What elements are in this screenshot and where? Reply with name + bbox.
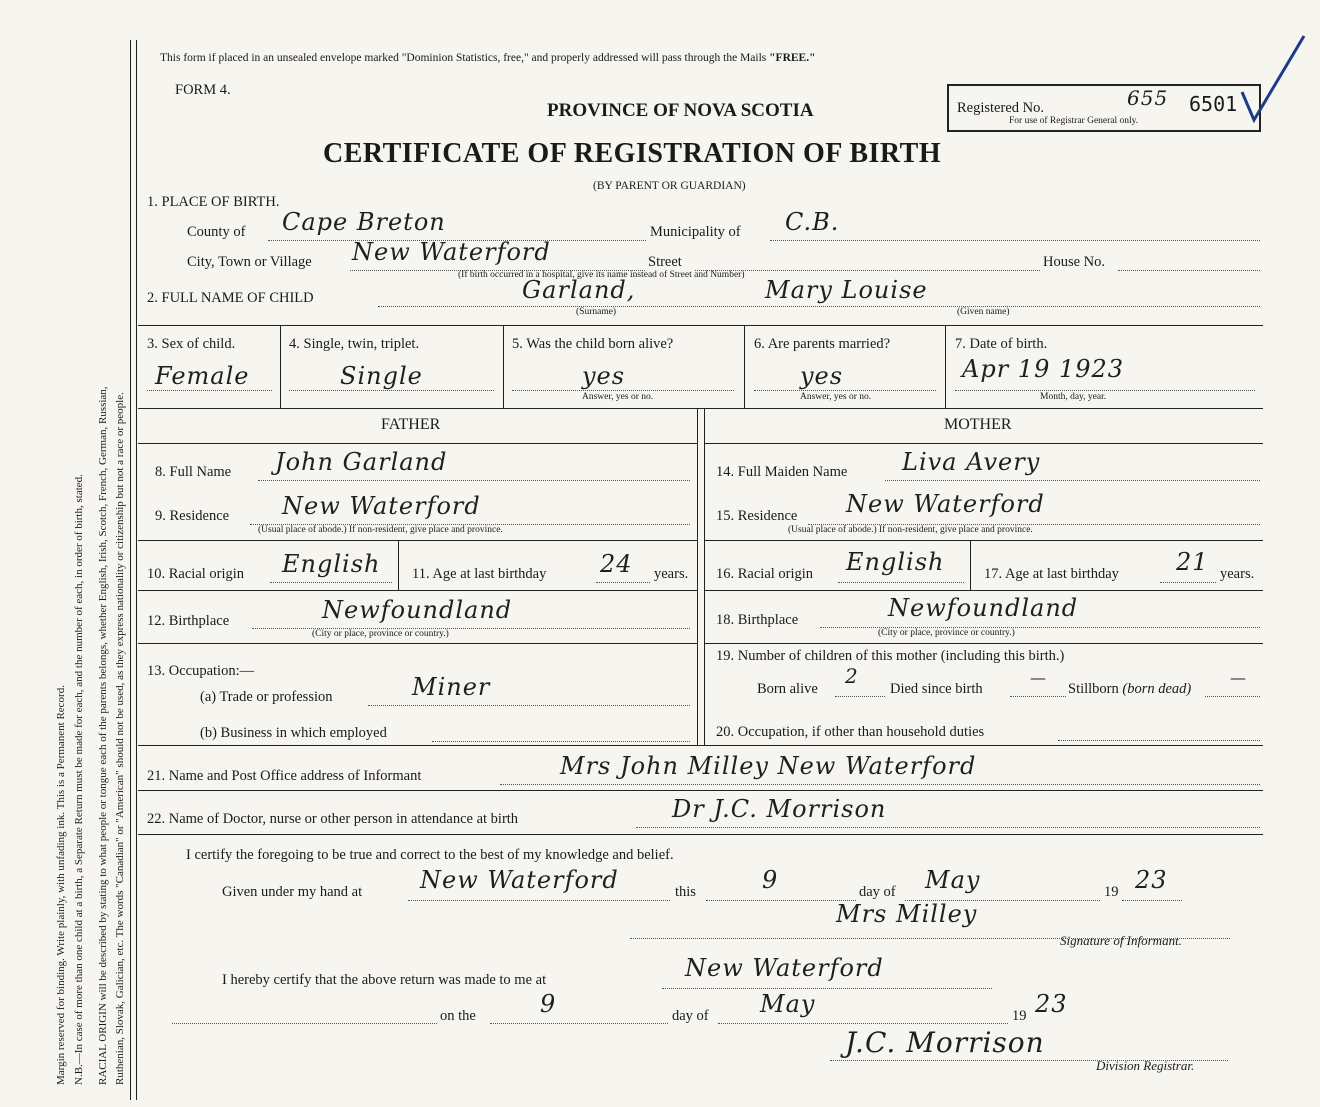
municipality-value: C.B. <box>785 208 840 236</box>
registered-label: Registered No. <box>957 100 1044 116</box>
margin-note-2: N.B.—In case of more than one child at a birth, a Separate Return must be made for each, and the number of each, in order of birth, stated. <box>73 474 85 1085</box>
father-name-value: John Garland <box>275 448 448 476</box>
mother-res-caption: (Usual place of abode.) If non-resident, give place and province. <box>788 525 1033 535</box>
single-value: Single <box>340 362 423 390</box>
father-heading: FATHER <box>381 416 441 433</box>
registrar-signature: J.C. Morrison <box>845 1026 1045 1059</box>
mother-age-value: 21 <box>1176 548 1209 576</box>
father-birthplace-value: Newfoundland <box>322 596 513 624</box>
registrar-year-value: 23 <box>1035 990 1068 1018</box>
certificate-title: CERTIFICATE OF REGISTRATION OF BIRTH <box>323 138 942 169</box>
county-value: Cape Breton <box>282 208 446 236</box>
registrar-on-label: on the <box>440 1008 476 1024</box>
informant-value: Mrs John Milley New Waterford <box>560 752 977 780</box>
died-label: Died since birth <box>890 681 983 697</box>
registrar-caption: Division Registrar. <box>1096 1058 1195 1073</box>
mother-heading: MOTHER <box>944 416 1012 433</box>
father-occ-label: 13. Occupation:— <box>147 663 255 679</box>
mother-occ-label: 20. Occupation, if other than household duties <box>716 724 985 740</box>
mother-res-value: New Waterford <box>846 490 1045 518</box>
mother-name-label: 14. Full Maiden Name <box>716 464 848 480</box>
dob-label: 7. Date of birth. <box>955 336 1048 352</box>
county-label: County of <box>187 224 246 240</box>
informant-signature-caption: Signature of Informant. <box>1060 933 1182 948</box>
certify-text: I certify the foregoing to be true and correct to the best of my knowledge and belief. <box>186 847 674 863</box>
father-age-value: 24 <box>600 550 633 578</box>
registrar-day-value: 9 <box>540 990 557 1018</box>
registered-number: 6501 <box>1189 92 1238 116</box>
check-mark-icon <box>1240 32 1310 132</box>
father-race-value: English <box>282 550 381 578</box>
certificate-subtitle: (BY PARENT OR GUARDIAN) <box>593 180 746 192</box>
mother-birthplace-caption: (City or place, province or country.) <box>878 628 1015 638</box>
married-value: yes <box>800 362 844 390</box>
stillborn-value: — <box>1230 668 1247 687</box>
doctor-value: Dr J.C. Morrison <box>672 795 887 823</box>
sex-value: Female <box>155 362 250 390</box>
certify-this-label: this <box>675 884 696 900</box>
dob-caption: Month, day, year. <box>1040 392 1107 402</box>
mother-birthplace-label: 18. Birthplace <box>716 612 799 628</box>
father-res-label: 9. Residence <box>155 508 230 524</box>
mother-birthplace-value: Newfoundland <box>888 594 1079 622</box>
married-caption: Answer, yes or no. <box>800 392 872 402</box>
father-race-label: 10. Racial origin <box>147 566 245 582</box>
born-alive-value: 2 <box>845 664 859 688</box>
certify-day-value: 9 <box>762 866 779 894</box>
mother-age-label: 17. Age at last birthday <box>984 566 1119 582</box>
city-value: New Waterford <box>352 238 551 266</box>
alive-caption: Answer, yes or no. <box>582 392 654 402</box>
child-given-name: Mary Louise <box>765 276 928 304</box>
house-label: House No. <box>1043 254 1106 270</box>
registrar-day-of-label: day of <box>672 1008 709 1024</box>
mail-note: This form if placed in an unsealed envelope marked "Dominion Statistics, free," and properly addressed will pass through the Mails "FREE." <box>160 52 816 64</box>
registrar-certify-text: I hereby certify that the above return was made to me at <box>222 972 547 988</box>
father-res-value: New Waterford <box>282 492 481 520</box>
mother-race-value: English <box>846 548 945 576</box>
trade-label: (a) Trade or profession <box>200 689 333 705</box>
margin-note-1: Margin reserved for binding. Write plainly, with unfading ink. This is a Permanent Record. <box>55 685 67 1085</box>
stillborn-label: Stillborn (born dead) <box>1068 681 1192 697</box>
child-name-label: 2. FULL NAME OF CHILD <box>147 290 314 306</box>
margin-note-4: Ruthenian, Slovak, Galician, etc. The words "Canadian" or "American" should not be used, as they express nationality or citizenship but not a race or people. <box>114 392 126 1085</box>
given-under-label: Given under my hand at <box>222 884 363 900</box>
form-number: FORM 4. <box>175 82 231 98</box>
alive-label: 5. Was the child born alive? <box>512 336 674 352</box>
trade-value: Miner <box>412 673 491 701</box>
certify-year-value: 23 <box>1135 866 1168 894</box>
registered-number-box <box>947 84 1261 132</box>
certify-year-prefix: 19 <box>1104 884 1119 900</box>
city-label: City, Town or Village <box>187 254 312 270</box>
business-label: (b) Business in which employed <box>200 725 387 741</box>
given-caption: (Given name) <box>957 307 1010 317</box>
father-age-label: 11. Age at last birthday <box>412 566 547 582</box>
hospital-note: (If birth occurred in a hospital, give its name instead of Street and Number) <box>458 270 745 280</box>
mother-race-label: 16. Racial origin <box>716 566 814 582</box>
municipality-label: Municipality of <box>650 224 741 240</box>
father-birthplace-caption: (City or place, province or country.) <box>312 629 449 639</box>
single-label: 4. Single, twin, triplet. <box>289 336 420 352</box>
dob-value: Apr 19 1923 <box>962 355 1125 383</box>
registrar-month-value: May <box>760 990 816 1018</box>
registered-note: For use of Registrar General only. <box>1009 116 1139 126</box>
registrar-place-value: New Waterford <box>685 954 884 982</box>
sex-label: 3. Sex of child. <box>147 336 236 352</box>
certify-day-of-label: day of <box>859 884 896 900</box>
alive-value: yes <box>582 362 626 390</box>
margin-note-3: RACIAL ORIGIN will be described by stating to what people or tongue each of the parents belongs, whether English, Irish, Scotch, French, German, Russian, <box>97 386 109 1085</box>
registered-hand-number: 655 <box>1127 86 1169 110</box>
informant-label: 21. Name and Post Office address of Informant <box>147 768 422 784</box>
father-name-label: 8. Full Name <box>155 464 232 480</box>
child-surname: Garland, <box>522 276 636 304</box>
informant-signature: Mrs Milley <box>836 900 978 928</box>
doctor-label: 22. Name of Doctor, nurse or other person in attendance at birth <box>147 811 519 827</box>
married-label: 6. Are parents married? <box>754 336 891 352</box>
children-count-label: 19. Number of children of this mother (including this birth.) <box>716 648 1065 664</box>
registrar-year-prefix: 19 <box>1012 1008 1027 1024</box>
father-birthplace-label: 12. Birthplace <box>147 613 230 629</box>
province-heading: PROVINCE OF NOVA SCOTIA <box>547 100 814 121</box>
mother-name-value: Liva Avery <box>902 448 1041 476</box>
mother-res-label: 15. Residence <box>716 508 798 524</box>
surname-caption: (Surname) <box>576 307 617 317</box>
father-res-caption: (Usual place of abode.) If non-resident, give place and province. <box>258 525 503 535</box>
born-alive-label: Born alive <box>757 681 818 697</box>
street-label: Street <box>648 254 682 270</box>
given-place-value: New Waterford <box>420 866 619 894</box>
died-value: — <box>1030 668 1047 687</box>
place-heading: 1. PLACE OF BIRTH. <box>147 194 280 210</box>
certify-month-value: May <box>925 866 981 894</box>
mother-years: years. <box>1220 566 1255 582</box>
father-years: years. <box>654 566 689 582</box>
